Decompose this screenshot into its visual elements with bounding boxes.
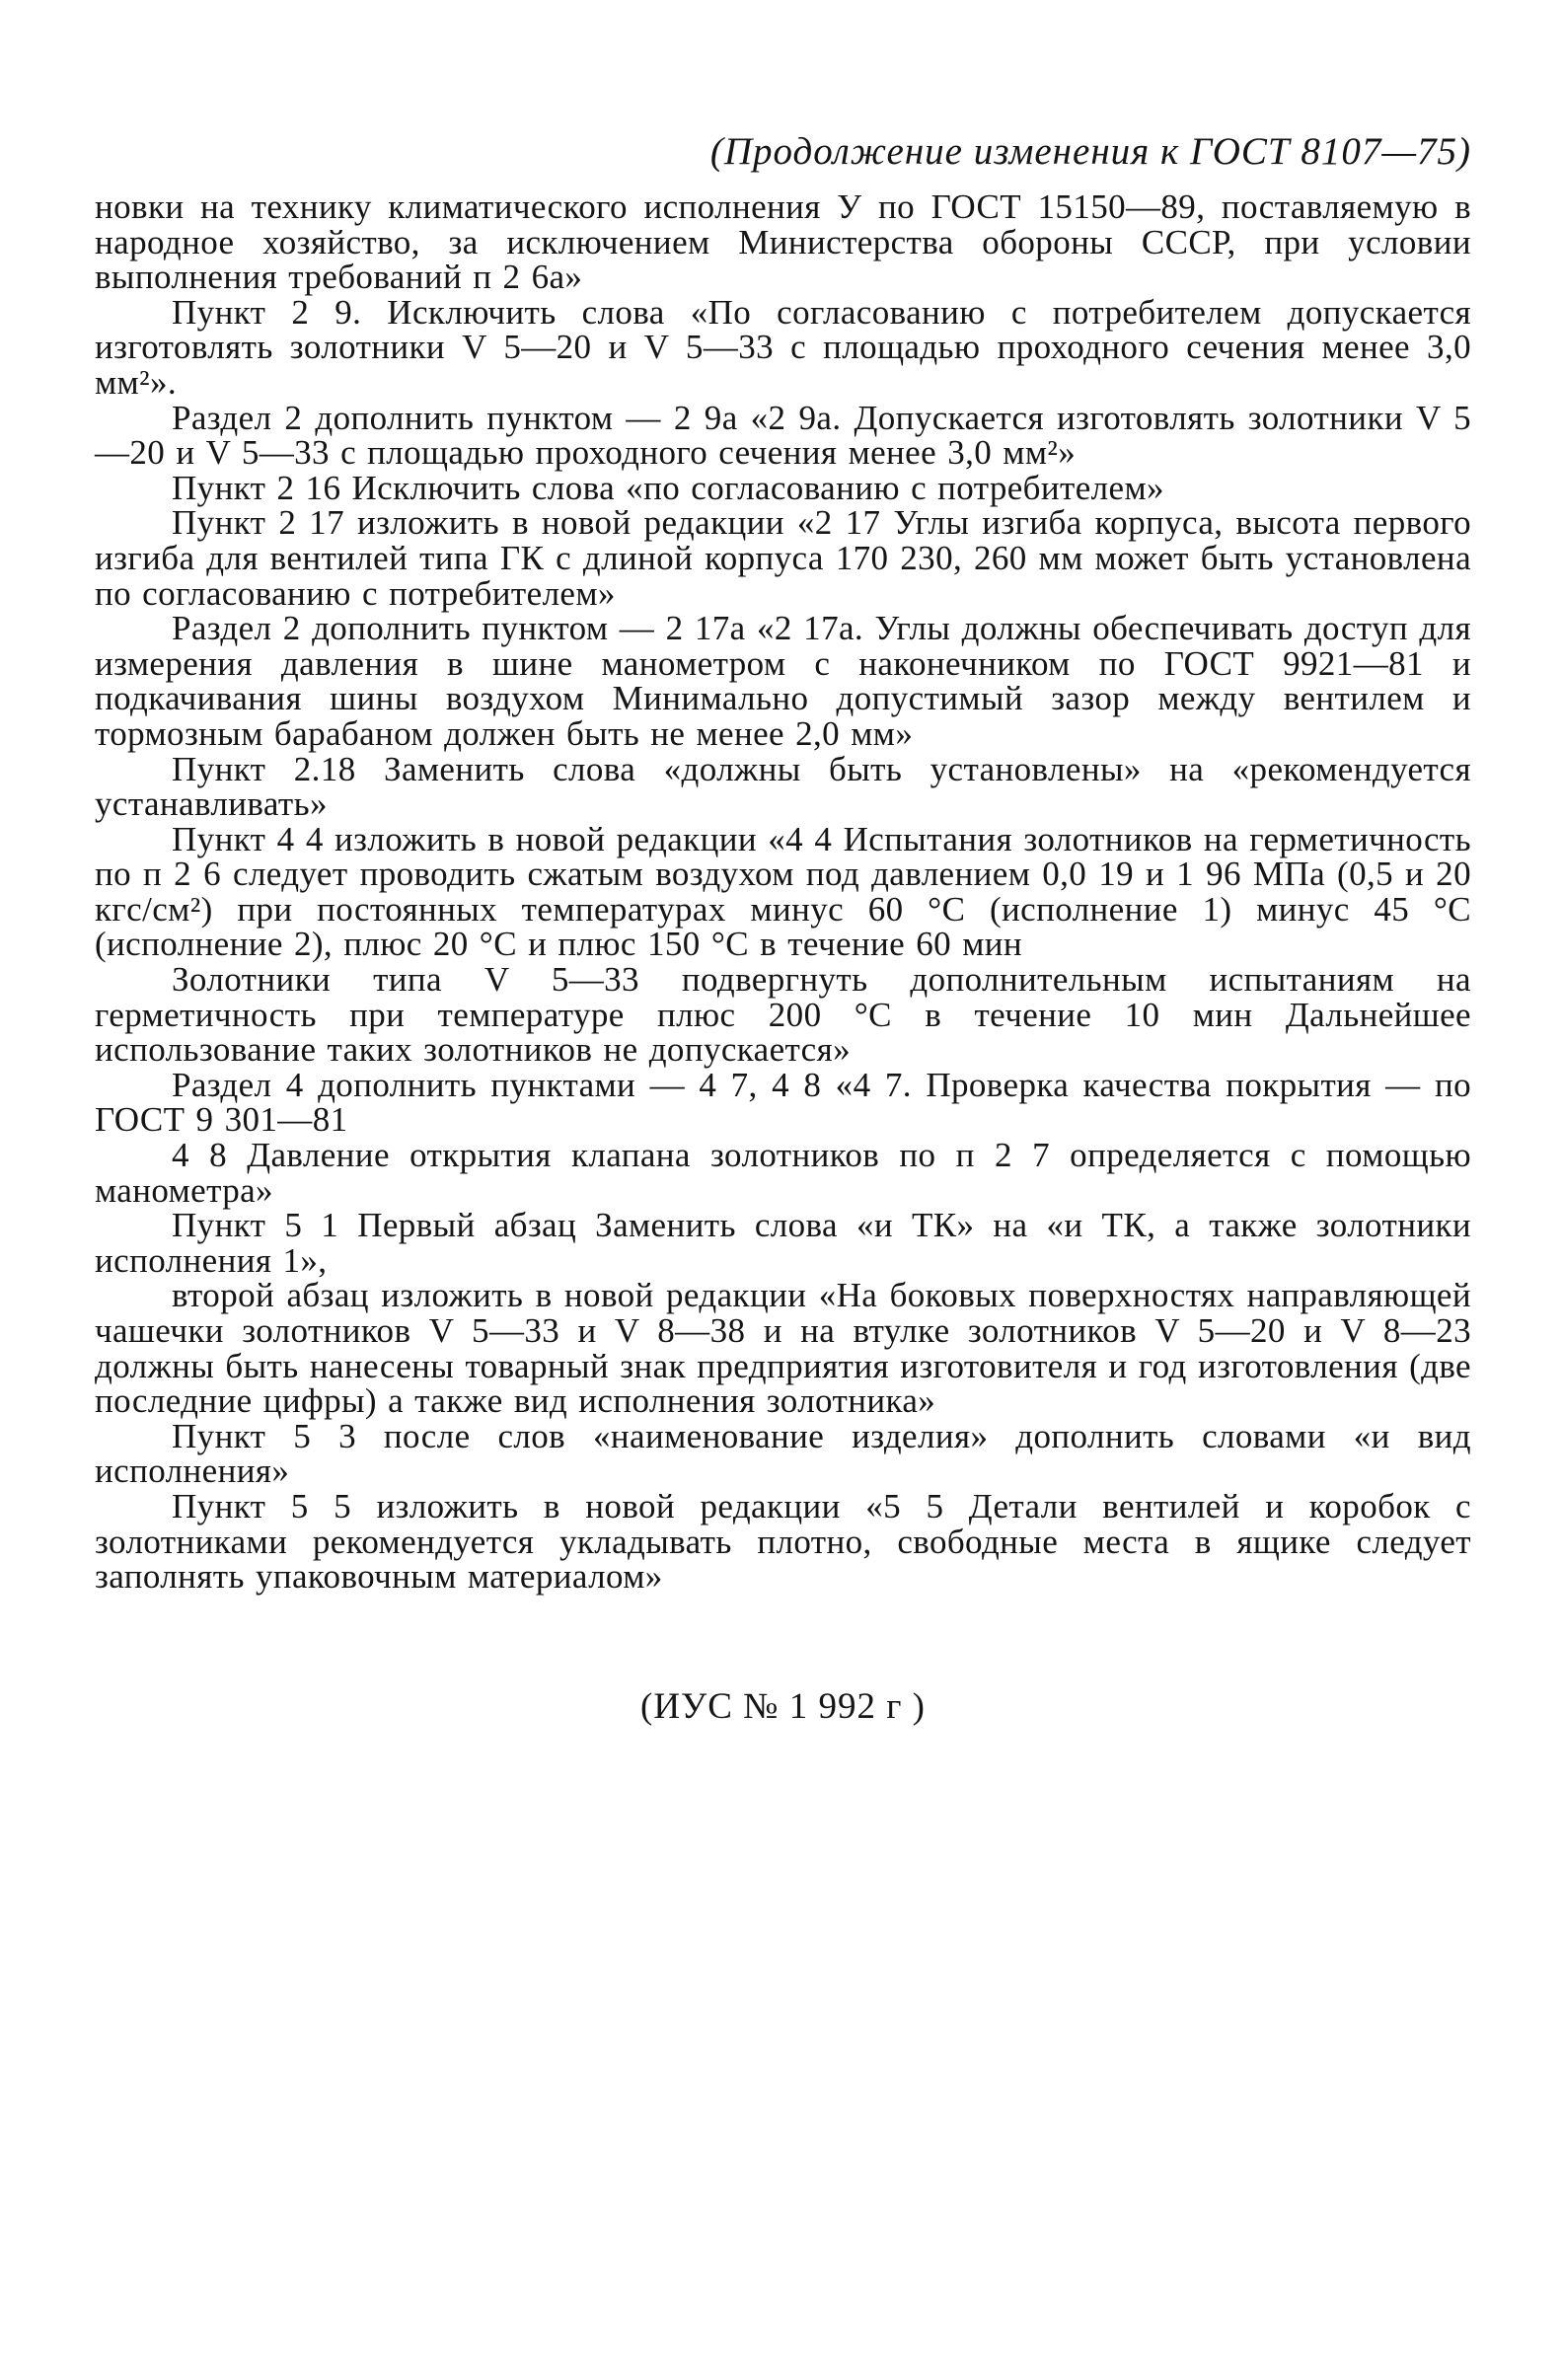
publication-footer: (ИУС № 1 992 г ) <box>640 1686 926 1727</box>
paragraph-6: Раздел 2 дополнить пунктом — 2 17а «2 17а. Углы должны обеспечивать доступ для измерения давления в шине манометром с наконечником по ГОСТ 9921—81 и подкачивания шины воздухом Минимально допустимый зазор между вентилем и тормозным барабаном должен быть не менее 2,0 мм» <box>95 609 1471 753</box>
paragraph-10: Раздел 4 дополнить пунктами — 4 7, 4 8 «4 7. Проверка качества покрытия — по ГОСТ 9 301—81 <box>95 1065 1471 1140</box>
paragraph-7: Пункт 2.18 Заменить слова «должны быть установлены» на «рекомендуется устанавливать» <box>95 749 1471 824</box>
paragraph-13: второй абзац изложить в новой редакции «На боковых поверхностях направляющей чашечки золотников V 5—33 и V 8—38 и на втулке золотников V 5—20 и V 8—23 должны быть нанесены товарный знак предприятия изготовителя и год изготовления (две последние цифры) а также вид исполнения золотника» <box>95 1276 1471 1421</box>
paragraph-5: Пункт 2 17 изложить в новой редакции «2 17 Углы изгиба корпуса, высота первого изгиба для вентилей типа ГК с длиной корпуса 170 230, 260 мм может быть установлена по согласованию с потребителем» <box>95 503 1471 613</box>
paragraph-2: Пункт 2 9. Исключить слова «По согласованию с потребителем допускается изготовлять золотники V 5—20 и V 5—33 с площадью проходного сечения менее 3,0 мм²». <box>95 292 1471 402</box>
paragraph-1: новки на технику климатического исполнения У по ГОСТ 15150—89, поставляемую в народное хозяйство, за исключением Министерства обороны СССР, при условии выполнения требований п 2 6а» <box>95 187 1471 297</box>
paragraph-9: Золотники типа V 5—33 подвергнуть дополнительным испытаниям на герметичность при температуре плюс 200 °С в течение 10 мин Дальнейшее использование таких золотников не допускается» <box>95 960 1471 1070</box>
paragraph-14: Пункт 5 3 после слов «наименование изделия» дополнить словами «и вид исполнения» <box>95 1416 1471 1491</box>
paragraph-11: 4 8 Давление открытия клапана золотников по п 2 7 определяется с помощью манометра» <box>95 1136 1471 1210</box>
paragraph-8: Пункт 4 4 изложить в новой редакции «4 4 Испытания золотников на герметичность по п 2 6 следует проводить сжатым воздухом под давлением 0,0 19 и 1 96 МПа (0,5 и 20 кгс/см²) при постоянных температурах минус 60 °С (исполнение 1) минус 45 °С (исполнение 2), плюс 20 °С и плюс 150 °С в течение 60 мин <box>95 819 1471 964</box>
document-body <box>95 189 1471 1595</box>
paragraph-3: Раздел 2 дополнить пунктом — 2 9а «2 9а. Допускается изготовлять золотники V 5—20 и V 5—33 с площадью проходного сечения менее 3,0 мм²» <box>95 398 1471 473</box>
paragraph-12: Пункт 5 1 Первый абзац Заменить слова «и ТК» на «и ТК, а также золотники исполнения 1», <box>95 1206 1471 1280</box>
paragraph-15: Пункт 5 5 изложить в новой редакции «5 5 Детали вентилей и коробок с золотниками рекомендуется укладывать плотно, свободные места в ящике следует заполнять упаковочным материалом» <box>95 1486 1471 1597</box>
paragraph-4: Пункт 2 16 Исключить слова «по согласованию с потребителем» <box>172 468 1164 507</box>
continuation-header: (Продолжение изменения к ГОСТ 8107—75) <box>709 130 1471 173</box>
